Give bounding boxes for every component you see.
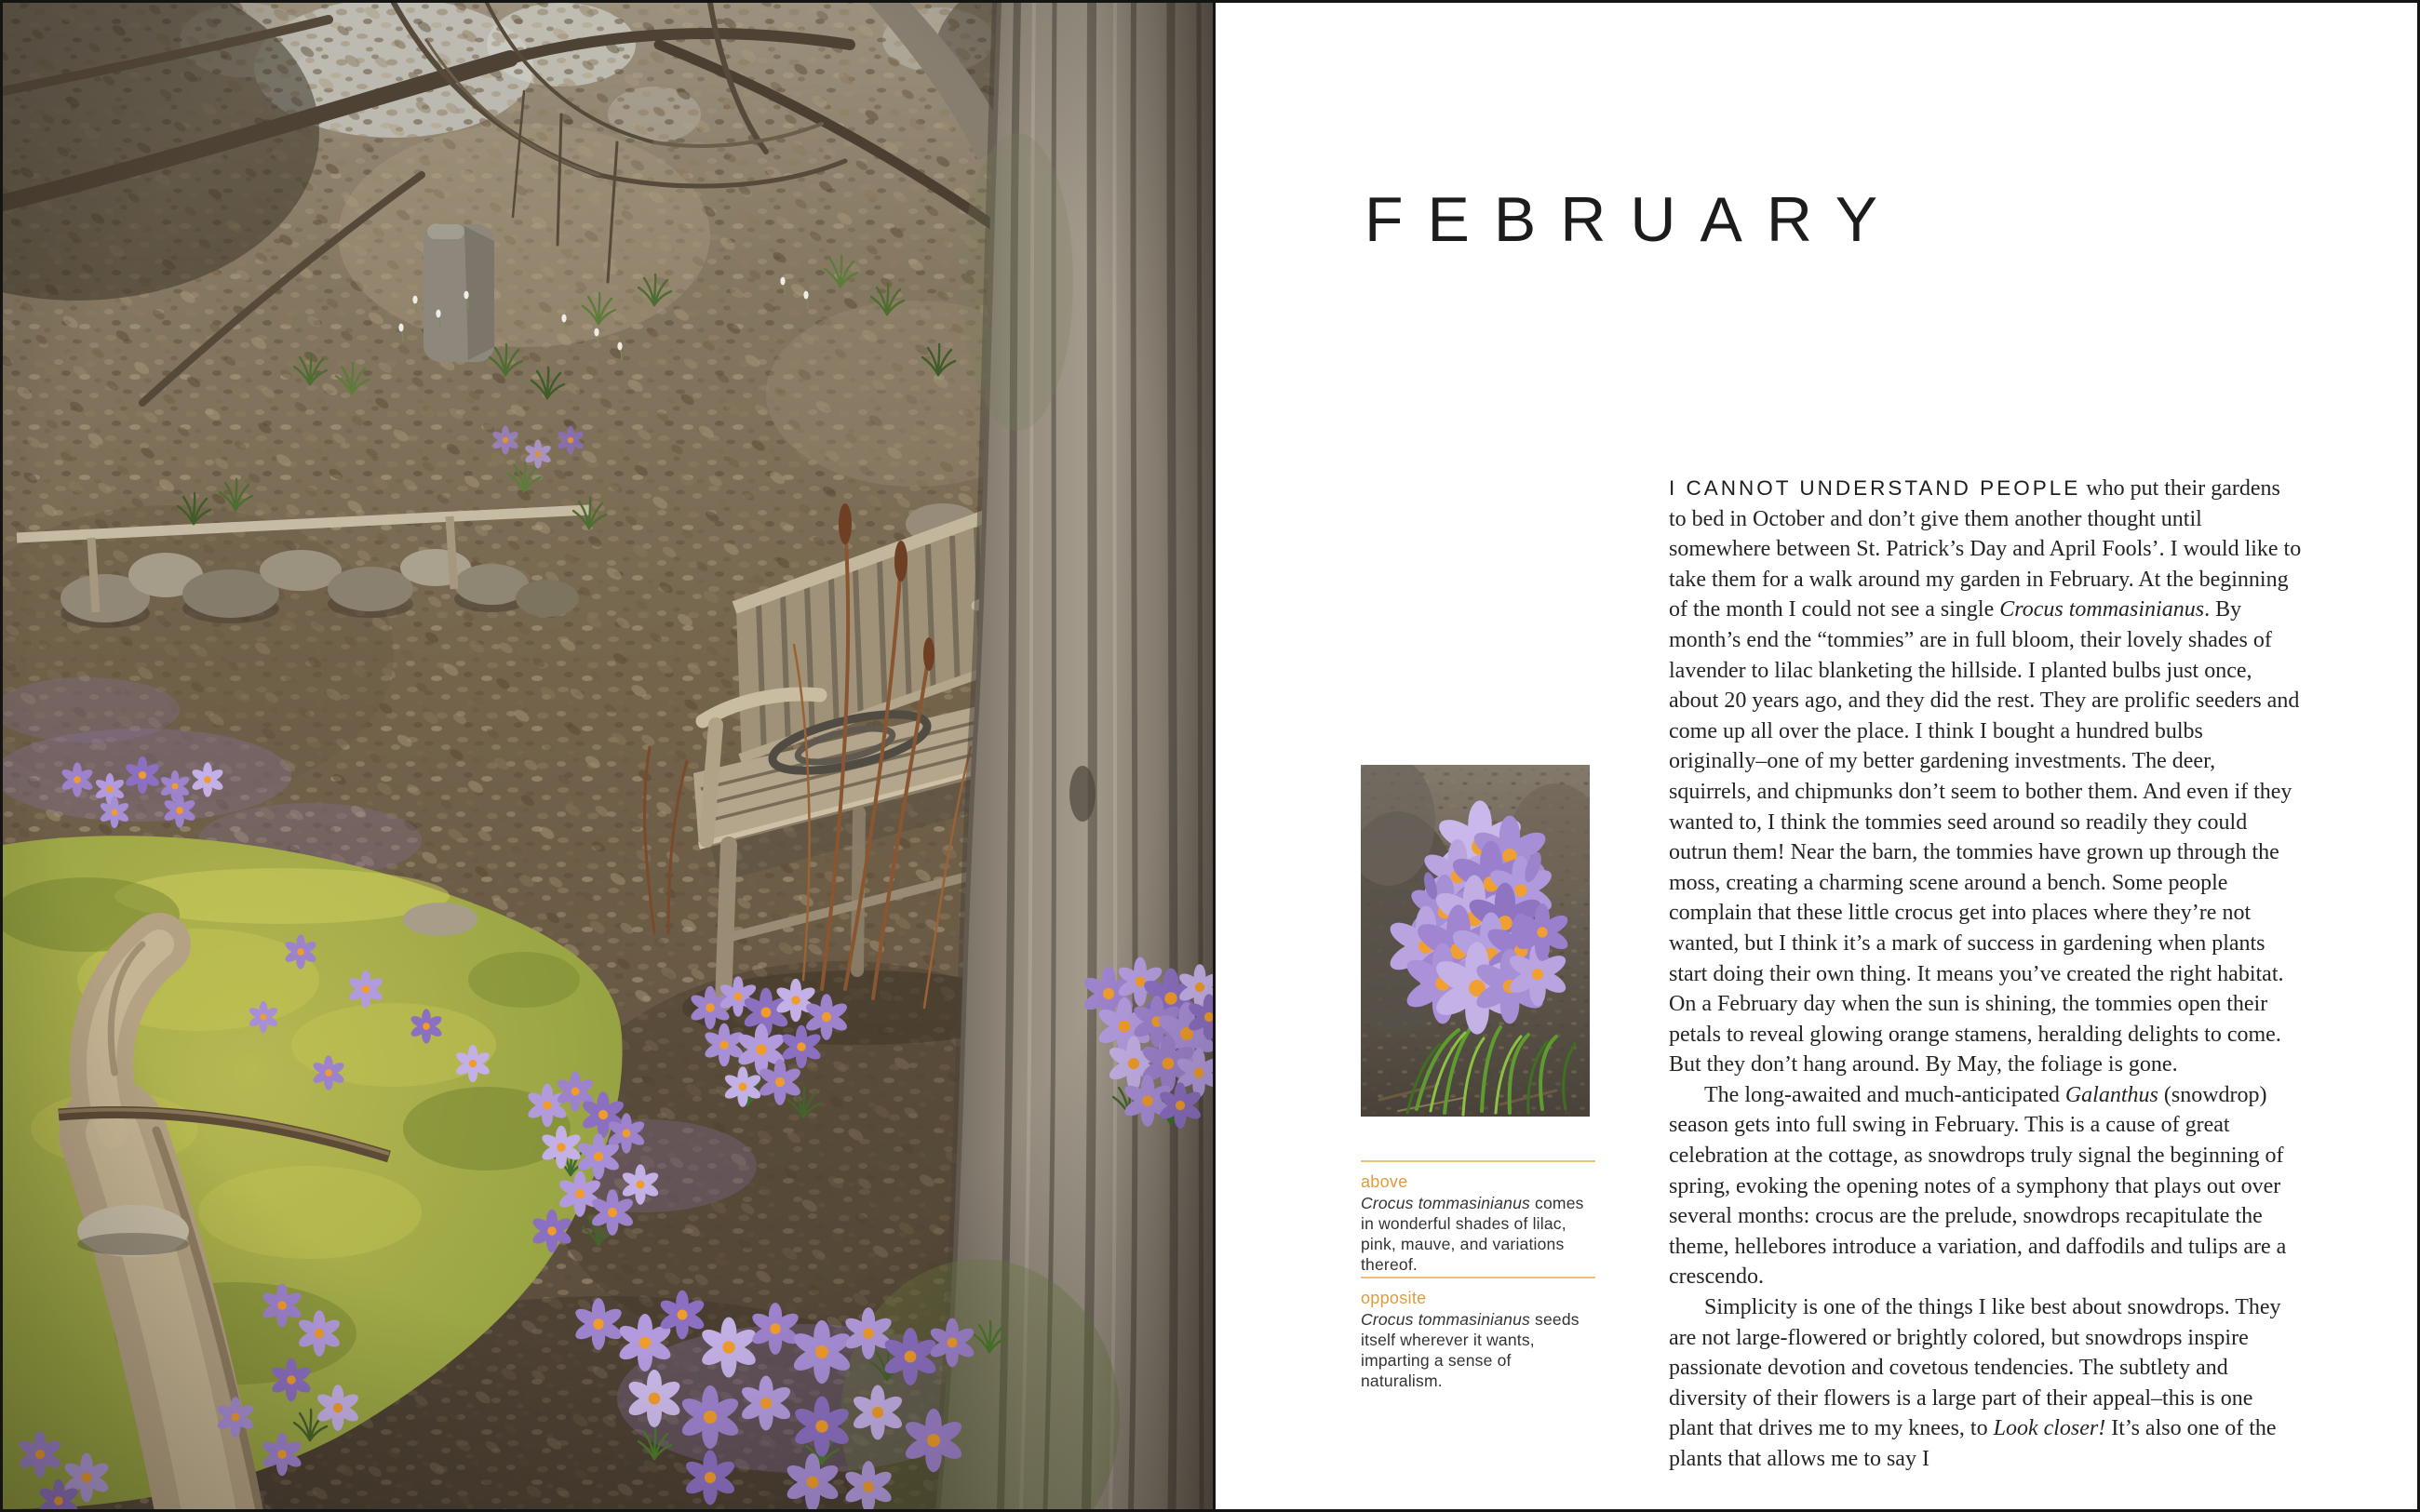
crocus-inset-photo (1361, 765, 1590, 1117)
body-text (1669, 474, 2302, 1475)
right-page (1213, 3, 2417, 1509)
left-page (3, 3, 1213, 1509)
caption-label-above: above (1361, 1172, 1408, 1191)
caption-label-opposite: opposite (1361, 1289, 1427, 1307)
paragraph-1: I CANNOT UNDERSTAND PEOPLE who put their gardens to bed in October and don’t give them another thought until somewhere between St. Patrick’s Day and April Fools’. I would like to take them for a walk around my garden in February. At the beginning of the month I could not see a single Crocus tommasinianus. By month’s end the “tommies” are in full bloom, their lovely shades of lavender to lilac blanketing the hillside. I planted bulbs just once, about 20 years ago, and they did the rest. They are prolific seeders and come up all over the place. I think I bought a hundred bulbs originally–one of my better gardening investments. The deer, squirrels, and chipmunks don’t seem to bother them. And even if they wanted to, I think the tommies seed around so readily they could outrun them! Near the barn, the tommies have grown up through the moss, creating a charming scene around a bench. Some people complain that these little crocus get into places where they’re not wanted, but I think it’s a mark of success in gardening when plants start doing their own thing. It means you’ve created the right habitat. On a February day when the sun is shining, the tommies open their petals to reveal glowing orange stamens, heralding delights to come. But they don’t hang around. By May, the foliage is gone. (1669, 476, 2302, 1077)
caption-opposite (1361, 1277, 1595, 1391)
chapter-title: FEBRUARY (1365, 184, 1902, 255)
caption-text-above: Crocus tommasinianus comes in wonderful shades of lilac, pink, mauve, and variations thereof. (1361, 1194, 1584, 1274)
caption-text-opposite: Crocus tommasinianus seeds itself wherever it wants, imparting a sense of naturalism. (1361, 1310, 1580, 1390)
crocus-photo-illustration (1361, 765, 1590, 1117)
paragraph-3: Simplicity is one of the things I like best about snowdrops. They are not large-flowered or brightly colored, but snowdrops inspire passionate devotion and covetous tendencies. The subtlety and diversity of their flowers is a large part of their appeal–this is one plant that drives me to my knees, to Look closer! It’s also one of the plants that allows me to say I (1669, 1295, 2281, 1471)
caption-above (1361, 1160, 1595, 1275)
paragraph-2: The long-awaited and much-anticipated Galanthus (snowdrop) season gets into full swing in February. This is a cause of great celebration at the cottage, as snowdrops truly signal the beginning of spring, evoking the opening notes of a symphony that plays out over several months: crocus are the prelude, snowdrops recapitulate the theme, hellebores introduce a variation, and daffodils and tulips are a crescendo. (1669, 1082, 2287, 1290)
garden-photo-illustration (3, 3, 1213, 1509)
